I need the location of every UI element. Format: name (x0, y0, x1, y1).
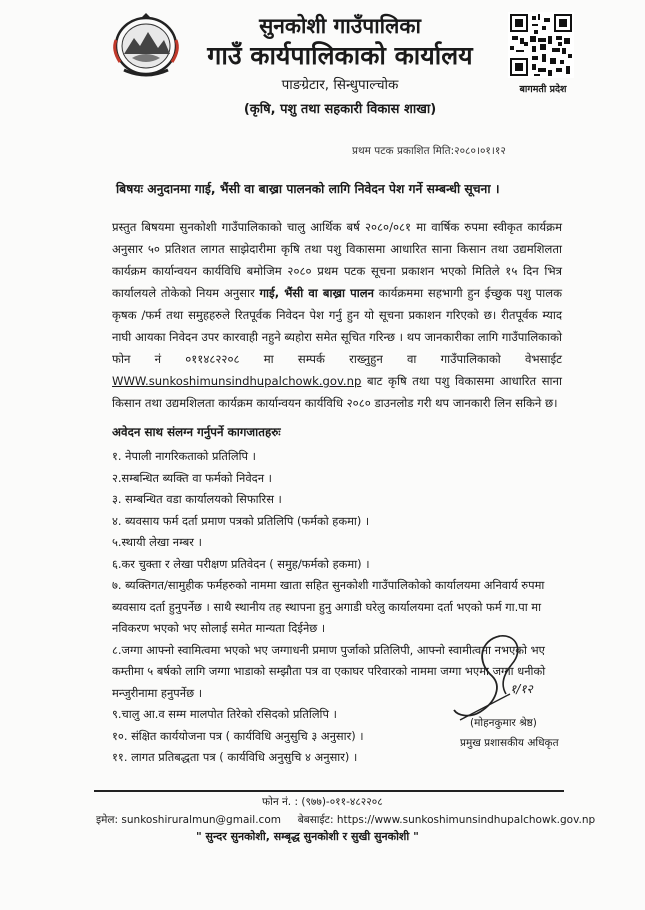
office-name: गाउँ कार्यपालिकाको कार्यालय (207, 41, 473, 70)
list-item: ९.चालु आ.व सम्म मालपोत तिरेको रसिदको प्रतिलिपि । (112, 707, 337, 721)
list-item: ८.जग्गा आफ्नो स्वामित्वमा भएको भए जग्गाधनी प्रमाण पुर्जाको प्रतिलिपी, आफ्नो स्वामीत्वमा नभएको भए कम्तीमा ५ बर्षको लागि जग्गा भाडाको सम्झौता पत्र वा एकाघर परिवारको नाममा जग्गा भएमा जग्गा धनीको मन्जुरीनामा हनुपर्नेछ । (112, 642, 546, 700)
list-item: ६.कर चुक्ता र लेखा परीक्षण प्रतिवेदन ( समुह/फर्मको हकमा) । (112, 556, 370, 571)
notice-body (112, 216, 562, 414)
footer-website[interactable]: बेबसाईट: https://www.sunkoshimunsindhupalchowk.gov.np (297, 814, 596, 826)
office-address: पाङग्रेटार, सिन्धुपाल्चोक (281, 77, 399, 93)
nepal-emblem-icon (110, 10, 182, 78)
footer-divider (94, 790, 564, 792)
footer-contact (96, 813, 596, 827)
body-text-3: बाट कृषि तथा पशु विकासमा आधारित साना किसान तथा उद्यमशिलता कार्यक्रम कार्यान्वयन कार्यविधि २०८० डाउनलोड गरी थप जानकारी लिन सकिने छ। (112, 374, 562, 410)
list-item: १. नेपाली नागरिकताको प्रतिलिपि । (112, 449, 256, 463)
signatory-role: प्रमुख प्रशासकीय अधिकृत (460, 737, 559, 749)
list-item: ७. ब्यक्तिगत/सामुहीक फर्महरुको नाममा खाता सहित सुनकोशी गाउँपालिकोको कार्यालयमा अनिवार्य रुपमा ब्यवसाय दर्ता हुनुपर्नेछ । साथै स्थानीय तह स्थापना हुनु अगाडी घरेलु कार्यालयमा दर्ता भएको फर्म गा.पा मा नविकरण भएको भए सोलाई समेत मान्यता दिईनेछ । (112, 578, 545, 635)
body-text-2: कार्यक्रममा सहभागी हुन ईच्छुक पशु पालक कृषक /फर्म तथा समुहहरुले रितपूर्वक निवेदन पेश गर्नु हुन यो सूचना प्रकाशन गरिएको छ। रीतपूर्वक म्याद नाघी आयका निवेदन उपर कारवाही नहुने ब्यहोरा समेत सूचित गरिन्छ । थप जानकारीका लागि गाउँपालिकाको फोन नं ०११४८२२०८ मा सम्पर्क राख्नुहुन वा गाउँपालिकाको वेभसाईट (112, 286, 563, 366)
signatory-name: (मोहनकुमार श्रेष्ठ) (470, 717, 537, 729)
province-label: बागमती प्रदेश (519, 84, 567, 95)
signature-date: १/१२ (510, 682, 533, 696)
body-highlight: गाई, भैंसी वा बाख्रा पालन (259, 286, 374, 300)
list-item: २.सम्बन्धित ब्यक्ति वा फर्मको निवेदन । (112, 470, 272, 485)
footer-phone: फोन नं. : (९७७)-०११-४८२२०८ (262, 796, 383, 808)
list-item: १०. संक्षित कार्ययोजना पत्र ( कार्यविधि अनुसुचि ३ अनुसार) । (112, 728, 364, 743)
published-date: प्रथम पटक प्रकाशित मिति:२०८०।०१।१२ (352, 145, 506, 157)
list-item: ११. लागत प्रतिबद्धता पत्र ( कार्यविधि अनुसुचि ४ अनुसार) । (112, 750, 358, 764)
footer-motto: " सुन्दर सुनकोशी, सम्बृद्ध सुनकोशी र सुखी सुनकोशी " (196, 830, 419, 843)
documents-heading: अवेदन साथ संलग्न गर्नुपर्ने कागजातहरुः (112, 425, 281, 439)
branch-name: (कृषि, पशु तथा सहकारी विकास शाखा) (243, 102, 437, 117)
list-item: ३. सम्बन्धित वडा कार्यालयको सिफारिस । (112, 492, 282, 506)
body-text-1: प्रस्तुत बिषयमा सुनकोशी गाउँपालिकाको चालु आर्थिक बर्ष २०८०/०८१ मा वार्षिक रुपमा स्वीकृत कार्यक्रम अनुसार ५० प्रतिशत लागत साझेदारीमा कृषि तथा पशु विकासमा आधारित साना किसान तथा उद्यमशिलता कार्यक्रम कार्यान्वयन कार्यविधि बमोजिम २०८० प्रथम पटक सूचना प्रकाशन भएको मितिले १५ दिन भित्र कार्यालयले तोकेको नियम अनुसार (112, 220, 562, 300)
qr-code-icon (508, 12, 574, 78)
municipality-name: सुनकोशी गाउँपालिका (259, 14, 421, 38)
website-link[interactable]: WWW.sunkoshimunsindhupalchowk.gov.np (112, 374, 362, 388)
list-item: ५.स्थायी लेखा नम्बर । (112, 535, 202, 549)
footer-email[interactable]: इमेल: sunkoshiruralmun@gmail.com (96, 814, 281, 826)
signature-scribble-icon (440, 632, 570, 724)
list-item: ४. ब्यवसाय फर्म दर्ता प्रमाण पत्रको प्रतिलिपि (फर्मको हकमा) । (112, 513, 370, 528)
notice-subject: बिषयः अनुदानमा गाई, भैंसी वा बाख्रा पालनको लागि निवेदन पेश गर्ने सम्बन्धी सूचना । (116, 182, 500, 196)
